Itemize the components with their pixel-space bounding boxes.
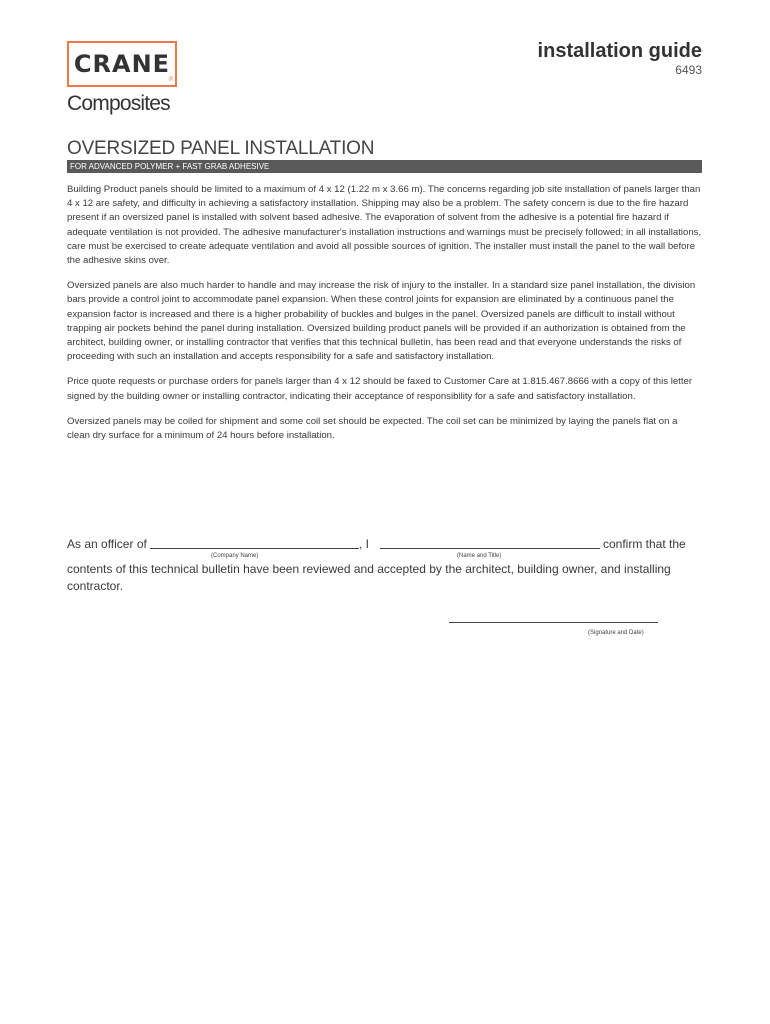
page-title: OVERSIZED PANEL INSTALLATION xyxy=(67,138,375,159)
paragraph-safety: Building Product panels should be limited to a maximum of 4 x 12 (1.22 m x 3.66 m). The concerns regarding job site installation of panels larger than 4 x 12 are safety, and difficulty in achieving a satisfactory installation. Shipping may also be a problem. The safety concern is due to the fire hazard present if an oversized panel is installed with solvent based adhesive. The evaporation of solvent from the adhesive is a potential fire hazard if adequate ventilation is not provided. The adhesive manufacturer's installation instructions and warnings must be precisely followed; in all installations, care must be exercised to create adequate ventilation and avoid all possible sources of ignition. The installer must install the panel to the wall before the adhesive skins over. xyxy=(67,184,702,267)
cert-continuation: contents of this technical bulletin have been reviewed and accepted by the architect, building owner, and installing contractor. xyxy=(67,562,671,593)
document-type-title: installation guide xyxy=(537,40,702,62)
registered-mark: ® xyxy=(168,77,173,83)
body-text xyxy=(67,183,702,454)
crane-logo xyxy=(67,41,177,87)
name-title-caption: (Name and Title) xyxy=(457,553,502,559)
paragraph-coil-set: Oversized panels may be coiled for shipment and some coil set should be expected. The coil set can be minimized by laying the panels flat on a clean dry surface for a minimum of 24 hours before installation. xyxy=(67,415,678,442)
cert-middle: , I xyxy=(359,537,370,551)
company-name-caption: (Company Name) xyxy=(211,553,259,559)
cert-suffix: confirm that the xyxy=(603,537,686,551)
logo-brand-text: CRANE xyxy=(73,50,171,78)
paragraph-ordering: Price quote requests or purchase orders for panels larger than 4 x 12 should be faxed to Customer Care at 1.815.467.8666 with a copy of this letter signed by the building owner or installing contractor, indicating their acceptance of responsibility for a safe and satisfactory installation. xyxy=(67,376,693,402)
subheading-bar xyxy=(67,160,702,173)
logo-division-text: Composites xyxy=(67,92,170,115)
signature-caption: (Signature and Date) xyxy=(588,630,644,636)
signature-field[interactable] xyxy=(449,622,658,623)
company-name-field[interactable] xyxy=(150,536,359,549)
paragraph-handling: Oversized panels are also much harder to handle and may increase the risk of injury to the installer. In a standard size panel installation, the division bars provide a control joint to accommodate panel expansion. When these control joints for expansion are eliminated by a continuous panel the expansion factor is increased and there is a higher probability of buckles and bulges in the panel. Oversized panels are difficult to install without trapping air pockets behind the panel during installation. Oversized building product panels will be provided if an authorization is obtained from the architect, building owner, or installing contractor that verifies that this technical bulletin, has been read and that everyone understands the risks of proceeding with such an installation and accepts responsibility for a safe and satisfactory installation. xyxy=(67,280,696,363)
subheading-text: FOR ADVANCED POLYMER + FAST GRAB ADHESIVE xyxy=(70,162,270,171)
cert-prefix: As an officer of xyxy=(67,537,147,551)
certification-statement xyxy=(67,536,702,595)
document-number: 6493 xyxy=(675,63,702,77)
